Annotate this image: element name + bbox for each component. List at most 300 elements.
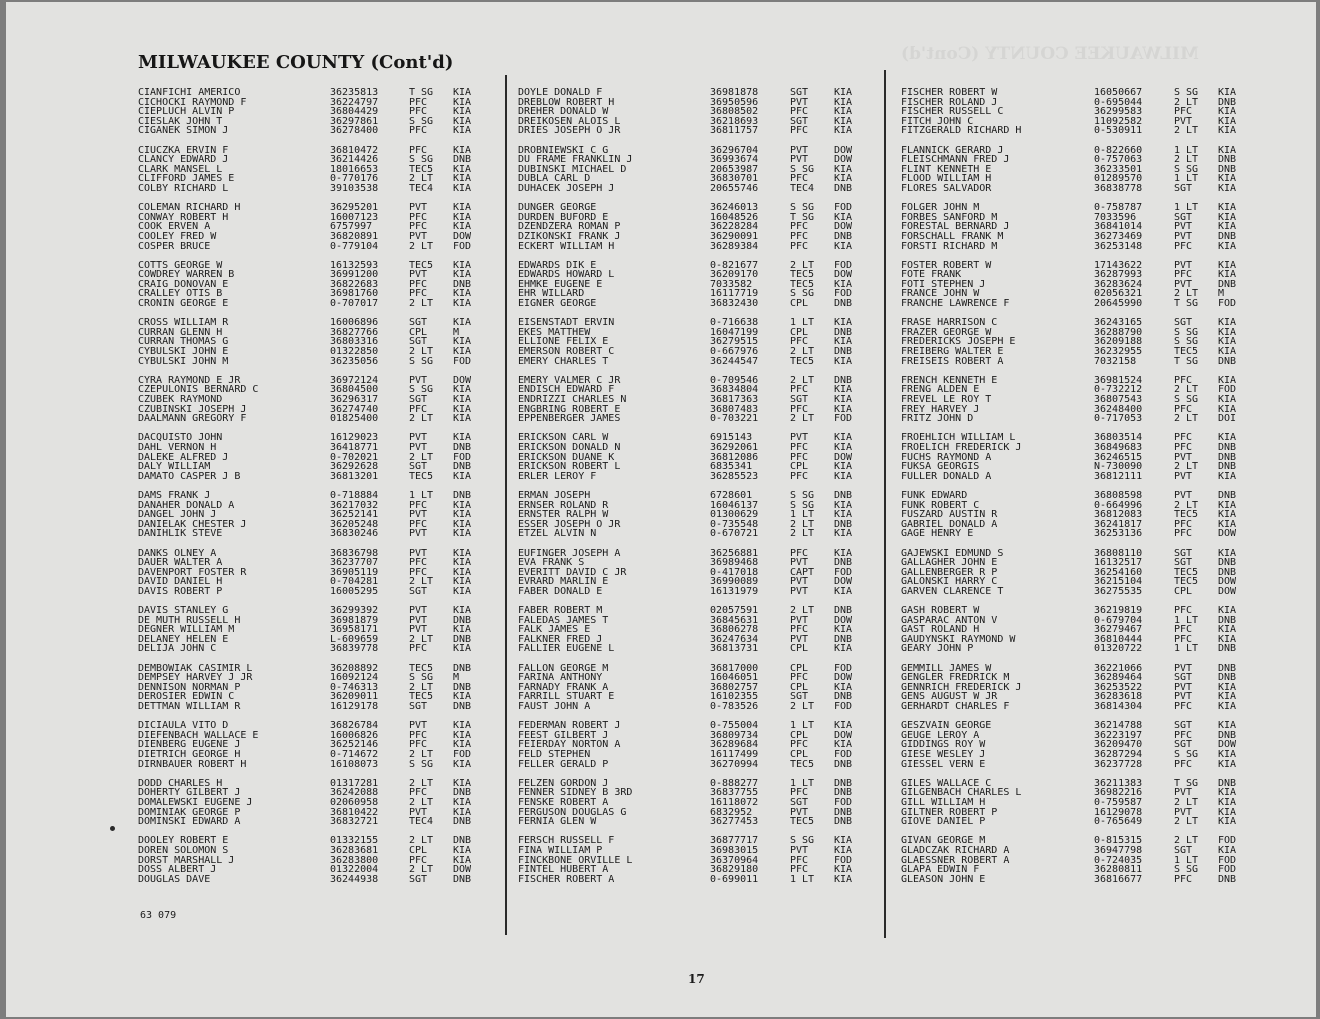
roster-entry bbox=[901, 673, 1248, 683]
entry-status: DNB bbox=[1218, 567, 1237, 578]
entry-status: KIA bbox=[453, 845, 472, 856]
entry-name: FALLON GEORGE M bbox=[518, 663, 609, 674]
roster-entry bbox=[138, 510, 481, 520]
roster-entry bbox=[518, 299, 862, 309]
entry-rank: PVT bbox=[409, 270, 428, 280]
entry-rank: 2 LT bbox=[790, 414, 815, 424]
entry-status: KIA bbox=[453, 471, 472, 482]
entry-serial: 36279515 bbox=[710, 337, 759, 348]
entry-rank: 1 LT bbox=[1174, 644, 1199, 655]
entry-rank: S SG bbox=[790, 836, 815, 846]
entry-name: FLOOD WILLIAM H bbox=[901, 174, 992, 184]
roster-entry bbox=[901, 529, 1248, 539]
entry-status: KIA bbox=[834, 107, 853, 117]
entry-name: GESZVAIN GEORGE bbox=[901, 721, 992, 731]
entry-name: DALEKE ALFRED J bbox=[138, 452, 229, 463]
entry-rank: PFC bbox=[1174, 759, 1193, 770]
roster-group bbox=[518, 491, 862, 539]
entry-status: KIA bbox=[1218, 183, 1237, 194]
entry-serial: 01332155 bbox=[330, 836, 379, 846]
entry-serial: 7033582 bbox=[710, 279, 753, 290]
entry-rank: PFC bbox=[1174, 433, 1193, 443]
entry-name: EHMKE EUGENE E bbox=[518, 279, 603, 290]
entry-name: ERICKSON ROBERT L bbox=[518, 462, 621, 472]
entry-name: DOHERTY GILBERT J bbox=[138, 788, 241, 798]
entry-serial: 0-732212 bbox=[1094, 385, 1143, 395]
entry-serial: 16005295 bbox=[330, 586, 379, 597]
entry-serial: 36254160 bbox=[1094, 567, 1143, 578]
entry-status: KIA bbox=[834, 241, 853, 252]
roster-entry bbox=[138, 549, 481, 559]
roster-entry bbox=[901, 664, 1248, 674]
entry-rank: 1 LT bbox=[1174, 203, 1199, 213]
entry-rank: PVT bbox=[1174, 116, 1193, 127]
entry-serial: 36256881 bbox=[710, 548, 759, 559]
entry-name: DIEFENBACH WALLACE E bbox=[138, 730, 259, 741]
entry-name: CRAIG DONOVAN E bbox=[138, 279, 229, 290]
entry-status: FOD bbox=[453, 749, 472, 760]
entry-rank: PFC bbox=[1174, 107, 1193, 117]
roster-entry bbox=[901, 606, 1248, 616]
roster-entry bbox=[138, 740, 481, 750]
roster-entry bbox=[901, 846, 1248, 856]
roster-entry bbox=[138, 635, 481, 645]
entry-rank: PFC bbox=[409, 644, 428, 655]
entry-status: FOD bbox=[1218, 385, 1237, 395]
roster-entry bbox=[901, 616, 1248, 626]
roster-entry bbox=[138, 760, 481, 770]
entry-rank: SGT bbox=[790, 395, 809, 405]
entry-status: KIA bbox=[834, 404, 853, 415]
roster-entry bbox=[518, 472, 862, 482]
entry-rank: S SG bbox=[1174, 327, 1199, 338]
entry-rank: 2 LT bbox=[409, 299, 434, 309]
entry-rank: S SG bbox=[1174, 337, 1199, 348]
roster-column-3 bbox=[901, 88, 1248, 894]
entry-status: FOD bbox=[1218, 865, 1237, 875]
entry-status: KIA bbox=[453, 222, 472, 232]
entry-rank: CPL bbox=[790, 730, 809, 741]
roster-entry bbox=[901, 376, 1248, 386]
roster-entry bbox=[138, 558, 481, 568]
entry-serial: 16131979 bbox=[710, 586, 759, 597]
roster-entry bbox=[138, 568, 481, 578]
entry-serial: 01300629 bbox=[710, 510, 759, 520]
entry-serial: 36832721 bbox=[330, 817, 379, 827]
entry-status: DNB bbox=[1218, 356, 1237, 367]
entry-status: DNB bbox=[1218, 452, 1237, 463]
entry-serial: 36296704 bbox=[710, 145, 759, 156]
roster-entry bbox=[518, 165, 862, 175]
entry-status: KIA bbox=[834, 337, 853, 348]
roster-entry bbox=[138, 798, 481, 808]
roster-entry bbox=[518, 865, 862, 875]
roster-entry bbox=[138, 683, 481, 693]
entry-rank: PFC bbox=[409, 519, 428, 530]
roster-entry bbox=[518, 318, 862, 328]
entry-name: FUSZARD AUSTIN R bbox=[901, 510, 998, 520]
entry-rank: 2 LT bbox=[409, 778, 434, 789]
entry-serial: 36237707 bbox=[330, 558, 379, 568]
roster-group bbox=[518, 261, 862, 309]
entry-status: KIA bbox=[834, 174, 853, 184]
roster-entry bbox=[901, 242, 1248, 252]
entry-serial: 0-735548 bbox=[710, 519, 759, 530]
entry-name: FREY HARVEY J bbox=[901, 404, 980, 415]
roster-entry bbox=[901, 740, 1248, 750]
entry-rank: PFC bbox=[790, 385, 809, 395]
roster-entry bbox=[518, 606, 862, 616]
entry-rank: PFC bbox=[790, 865, 809, 875]
entry-name: CIANFICHI AMERICO bbox=[138, 88, 241, 98]
entry-rank: PVT bbox=[409, 433, 428, 443]
entry-rank: 2 LT bbox=[1174, 817, 1199, 827]
entry-rank: 1 LT bbox=[409, 490, 434, 501]
show-through-heading: MILWAUKEE COUNTY (Cont'd) bbox=[901, 44, 1199, 64]
entry-serial: 16047199 bbox=[710, 327, 759, 338]
roster-group bbox=[518, 779, 862, 827]
entry-rank: PVT bbox=[1174, 231, 1193, 242]
entry-rank: 2 LT bbox=[409, 865, 434, 875]
entry-name: EDWARDS DIK E bbox=[518, 260, 597, 271]
roster-entry bbox=[518, 558, 862, 568]
entry-status: KIA bbox=[1218, 395, 1237, 405]
entry-status: DNB bbox=[453, 462, 472, 472]
entry-rank: PFC bbox=[790, 471, 809, 482]
entry-rank: TEC5 bbox=[409, 471, 434, 482]
entry-rank: PVT bbox=[790, 586, 809, 597]
entry-status: KIA bbox=[453, 692, 472, 702]
entry-serial: 0-702021 bbox=[330, 452, 379, 463]
entry-status: DNB bbox=[1218, 778, 1237, 789]
entry-serial: 36810444 bbox=[1094, 634, 1143, 645]
entry-serial: 0-716638 bbox=[710, 318, 759, 328]
entry-status: KIA bbox=[1218, 682, 1237, 693]
entry-name: ELLIONE FELIX E bbox=[518, 337, 609, 348]
entry-name: DOSS ALBERT J bbox=[138, 865, 217, 875]
entry-rank: 2 LT bbox=[409, 174, 434, 184]
entry-name: DALY WILLIAM bbox=[138, 462, 211, 472]
entry-rank: S SG bbox=[409, 673, 434, 683]
roster-group bbox=[901, 261, 1248, 309]
roster-entry bbox=[901, 213, 1248, 223]
entry-name: COTTS GEORGE W bbox=[138, 260, 223, 271]
roster-group bbox=[901, 318, 1248, 366]
roster-entry bbox=[518, 587, 862, 597]
entry-status: KIA bbox=[453, 299, 472, 309]
roster-group bbox=[138, 88, 481, 136]
entry-serial: 36232955 bbox=[1094, 347, 1143, 357]
entry-name: FLANNICK GERARD J bbox=[901, 145, 1004, 156]
entry-rank: PFC bbox=[790, 452, 809, 463]
roster-entry bbox=[518, 347, 862, 357]
roster-entry bbox=[518, 280, 862, 290]
entry-name: FREIBERG WALTER E bbox=[901, 347, 1004, 357]
entry-serial: 36981524 bbox=[1094, 375, 1143, 386]
roster-group bbox=[901, 779, 1248, 827]
entry-status: FOD bbox=[834, 203, 853, 213]
entry-serial: 0-746313 bbox=[330, 682, 379, 693]
entry-status: DNB bbox=[834, 817, 853, 827]
entry-name: FENNER SIDNEY B 3RD bbox=[518, 788, 633, 798]
entry-status: KIA bbox=[453, 586, 472, 597]
entry-serial: 36299392 bbox=[330, 606, 379, 616]
entry-serial: N-730090 bbox=[1094, 462, 1143, 472]
entry-name: GENNRICH FREDERICK J bbox=[901, 682, 1022, 693]
entry-name: CRALLEY OTIS B bbox=[138, 289, 223, 300]
roster-group bbox=[901, 376, 1248, 424]
entry-name: GILTNER ROBERT P bbox=[901, 807, 998, 818]
entry-rank: 2 LT bbox=[409, 241, 434, 252]
roster-entry bbox=[901, 865, 1248, 875]
roster-entry bbox=[518, 88, 862, 98]
roster-entry bbox=[518, 491, 862, 501]
entry-status: DNB bbox=[1218, 279, 1237, 290]
roster-entry bbox=[518, 174, 862, 184]
roster-entry bbox=[138, 184, 481, 194]
roster-entry bbox=[518, 750, 862, 760]
entry-status: KIA bbox=[453, 759, 472, 770]
entry-serial: 0-695044 bbox=[1094, 97, 1143, 108]
entry-name: DANIELAK CHESTER J bbox=[138, 519, 247, 530]
entry-rank: TEC5 bbox=[1174, 347, 1199, 357]
entry-status: KIA bbox=[834, 529, 853, 539]
entry-name: FEDERMAN ROBERT J bbox=[518, 721, 621, 731]
entry-serial: 36287294 bbox=[1094, 749, 1143, 760]
entry-serial: 36812083 bbox=[1094, 510, 1143, 520]
entry-serial: 36235056 bbox=[330, 356, 379, 367]
entry-rank: 1 LT bbox=[790, 721, 815, 731]
entry-rank: S SG bbox=[790, 164, 815, 175]
entry-serial: 16092124 bbox=[330, 673, 379, 683]
entry-serial: 36813201 bbox=[330, 471, 379, 482]
entry-status: KIA bbox=[1218, 260, 1237, 271]
entry-name: GIVAN GEORGE M bbox=[901, 836, 986, 846]
entry-name: FELLER GERALD P bbox=[518, 759, 609, 770]
roster-entry bbox=[138, 107, 481, 117]
entry-serial: 36812111 bbox=[1094, 471, 1143, 482]
entry-status: KIA bbox=[453, 174, 472, 184]
entry-rank: PFC bbox=[790, 241, 809, 252]
roster-entry bbox=[518, 683, 862, 693]
entry-name: GASH ROBERT W bbox=[901, 606, 980, 616]
entry-name: FROELICH FREDERICK J bbox=[901, 442, 1022, 453]
entry-serial: 11092582 bbox=[1094, 116, 1143, 127]
entry-rank: PVT bbox=[1174, 222, 1193, 232]
entry-status: DOW bbox=[453, 231, 472, 242]
roster-entry bbox=[138, 98, 481, 108]
entry-name: FORSTI RICHARD M bbox=[901, 241, 998, 252]
roster-entry bbox=[518, 146, 862, 156]
entry-rank: 1 LT bbox=[790, 874, 815, 885]
entry-serial: 36849683 bbox=[1094, 442, 1143, 453]
entry-serial: 02060958 bbox=[330, 797, 379, 808]
entry-status: KIA bbox=[834, 126, 853, 136]
entry-serial: 16046051 bbox=[710, 673, 759, 683]
entry-name: FARINA ANTHONY bbox=[518, 673, 603, 683]
roster-group bbox=[518, 433, 862, 481]
roster-entry bbox=[901, 222, 1248, 232]
entry-status: FOD bbox=[834, 702, 853, 712]
entry-status: FOD bbox=[453, 356, 472, 367]
entry-serial: 0-757063 bbox=[1094, 155, 1143, 165]
roster-entry bbox=[138, 788, 481, 798]
roster-group bbox=[138, 549, 481, 597]
entry-status: KIA bbox=[834, 279, 853, 290]
entry-name: CICHOCKI RAYMOND F bbox=[138, 97, 247, 108]
margin-ink-dot bbox=[110, 826, 115, 831]
entry-rank: 2 LT bbox=[409, 347, 434, 357]
entry-serial: 36252141 bbox=[330, 510, 379, 520]
entry-serial: 02056321 bbox=[1094, 289, 1143, 300]
entry-name: FALLIER EUGENE L bbox=[518, 644, 615, 655]
entry-name: FREISEIS ROBERT A bbox=[901, 356, 1004, 367]
entry-serial: 36288790 bbox=[1094, 327, 1143, 338]
entry-serial: 01322850 bbox=[330, 347, 379, 357]
roster-entry bbox=[138, 222, 481, 232]
entry-rank: SGT bbox=[1174, 845, 1193, 856]
entry-status: KIA bbox=[834, 212, 853, 223]
entry-name: DROBNIEWSKI C G bbox=[518, 145, 609, 156]
roster-entry bbox=[901, 385, 1248, 395]
entry-serial: 36289464 bbox=[1094, 673, 1143, 683]
roster-entry bbox=[518, 126, 862, 136]
entry-serial: 36820891 bbox=[330, 231, 379, 242]
entry-name: FORBES SANFORD M bbox=[901, 212, 998, 223]
entry-serial: 16050667 bbox=[1094, 88, 1143, 98]
entry-name: ERICKSON CARL W bbox=[518, 433, 609, 443]
entry-name: DZENDZERA ROMAN P bbox=[518, 222, 621, 232]
roster-entry bbox=[518, 155, 862, 165]
entry-rank: S SG bbox=[409, 385, 434, 395]
entry-name: DUHACEK JOSEPH J bbox=[518, 183, 615, 194]
entry-name: FITZGERALD RICHARD H bbox=[901, 126, 1022, 136]
entry-rank: SGT bbox=[409, 874, 428, 885]
entry-serial: 36990089 bbox=[710, 577, 759, 587]
entry-status: DOW bbox=[834, 673, 853, 683]
entry-name: GILGENBACH CHARLES L bbox=[901, 788, 1022, 798]
roster-entry bbox=[901, 357, 1248, 367]
entry-rank: 2 LT bbox=[790, 375, 815, 386]
roster-group bbox=[901, 549, 1248, 597]
entry-name: GIESE WESLEY J bbox=[901, 749, 986, 760]
entry-serial: 36223197 bbox=[1094, 730, 1143, 741]
roster-entry bbox=[518, 644, 862, 654]
entry-rank: PVT bbox=[790, 807, 809, 818]
entry-serial: 36826784 bbox=[330, 721, 379, 731]
entry-rank: S SG bbox=[1174, 749, 1199, 760]
entry-serial: 36211383 bbox=[1094, 778, 1143, 789]
entry-name: EVERITT DAVID C JR bbox=[518, 567, 627, 578]
roster-entry bbox=[518, 117, 862, 127]
entry-rank: PFC bbox=[409, 145, 428, 156]
entry-serial: 6915143 bbox=[710, 433, 753, 443]
entry-name: DAMS FRANK J bbox=[138, 490, 211, 501]
roster-entry bbox=[138, 280, 481, 290]
roster-entry bbox=[901, 510, 1248, 520]
entry-name: CIGANEK SIMON J bbox=[138, 126, 229, 136]
roster-entry bbox=[138, 606, 481, 616]
entry-serial: 0-704281 bbox=[330, 577, 379, 587]
entry-name: DAVENPORT FOSTER R bbox=[138, 567, 247, 578]
entry-rank: PFC bbox=[409, 567, 428, 578]
entry-rank: 2 LT bbox=[790, 606, 815, 616]
roster-group bbox=[138, 203, 481, 251]
entry-status: DNB bbox=[834, 490, 853, 501]
entry-serial: 36905119 bbox=[330, 567, 379, 578]
entry-name: DAUER WALTER A bbox=[138, 558, 223, 568]
entry-rank: PVT bbox=[1174, 260, 1193, 271]
entry-status: KIA bbox=[453, 778, 472, 789]
entry-rank: PFC bbox=[790, 442, 809, 453]
entry-status: KIA bbox=[834, 625, 853, 635]
entry-name: GLAPA EDWIN F bbox=[901, 865, 980, 875]
roster-group bbox=[138, 318, 481, 366]
entry-rank: PFC bbox=[790, 788, 809, 798]
entry-status: KIA bbox=[1218, 347, 1237, 357]
entry-name: DODD CHARLES H bbox=[138, 778, 223, 789]
entry-serial: 36827766 bbox=[330, 327, 379, 338]
entry-status: KIA bbox=[453, 721, 472, 731]
entry-status: DNB bbox=[834, 606, 853, 616]
entry-status: KIA bbox=[453, 529, 472, 539]
entry-status: KIA bbox=[453, 558, 472, 568]
entry-serial: 01320722 bbox=[1094, 644, 1143, 655]
entry-status: KIA bbox=[834, 433, 853, 443]
entry-status: KIA bbox=[834, 836, 853, 846]
entry-status: KIA bbox=[1218, 625, 1237, 635]
entry-name: FABER ROBERT M bbox=[518, 606, 603, 616]
entry-name: FOSTER ROBERT W bbox=[901, 260, 992, 271]
entry-name: ENDISCH EDWARD F bbox=[518, 385, 615, 395]
entry-name: CYBULSKI JOHN E bbox=[138, 347, 229, 357]
entry-serial: 36991200 bbox=[330, 270, 379, 280]
entry-name: FISCHER ROLAND J bbox=[901, 97, 998, 108]
entry-serial: 36813731 bbox=[710, 644, 759, 655]
entry-status: KIA bbox=[453, 145, 472, 156]
entry-name: CIEPLUCH ALVIN P bbox=[138, 107, 235, 117]
entry-status: DNB bbox=[1218, 462, 1237, 472]
roster-entry bbox=[138, 520, 481, 530]
roster-entry bbox=[901, 462, 1248, 472]
entry-rank: PFC bbox=[1174, 529, 1193, 539]
entry-status: KIA bbox=[1218, 404, 1237, 415]
entry-rank: CPL bbox=[790, 749, 809, 760]
entry-status: KIA bbox=[1218, 107, 1237, 117]
entry-serial: 01322004 bbox=[330, 865, 379, 875]
entry-name: FITCH JOHN C bbox=[901, 116, 974, 127]
entry-status: KIA bbox=[1218, 471, 1237, 482]
entry-name: CIUCZKA ERVIN F bbox=[138, 145, 229, 156]
entry-status: KIA bbox=[834, 356, 853, 367]
roster-entry bbox=[138, 88, 481, 98]
roster-group bbox=[138, 606, 481, 654]
entry-status: KIA bbox=[834, 644, 853, 655]
roster-entry bbox=[901, 443, 1248, 453]
entry-status: DNB bbox=[1218, 730, 1237, 741]
entry-status: KIA bbox=[1218, 174, 1237, 184]
roster-entry bbox=[901, 232, 1248, 242]
entry-rank: PVT bbox=[790, 558, 809, 568]
entry-status: KIA bbox=[453, 548, 472, 559]
entry-rank: PFC bbox=[409, 730, 428, 741]
entry-name: ERNSER ROLAND R bbox=[518, 500, 609, 511]
entry-status: KIA bbox=[453, 318, 472, 328]
entry-name: FLEISCHMANN FRED J bbox=[901, 155, 1010, 165]
roster-entry bbox=[138, 702, 481, 712]
entry-rank: S SG bbox=[790, 500, 815, 511]
entry-name: DEMBOWIAK CASIMIR L bbox=[138, 663, 253, 674]
